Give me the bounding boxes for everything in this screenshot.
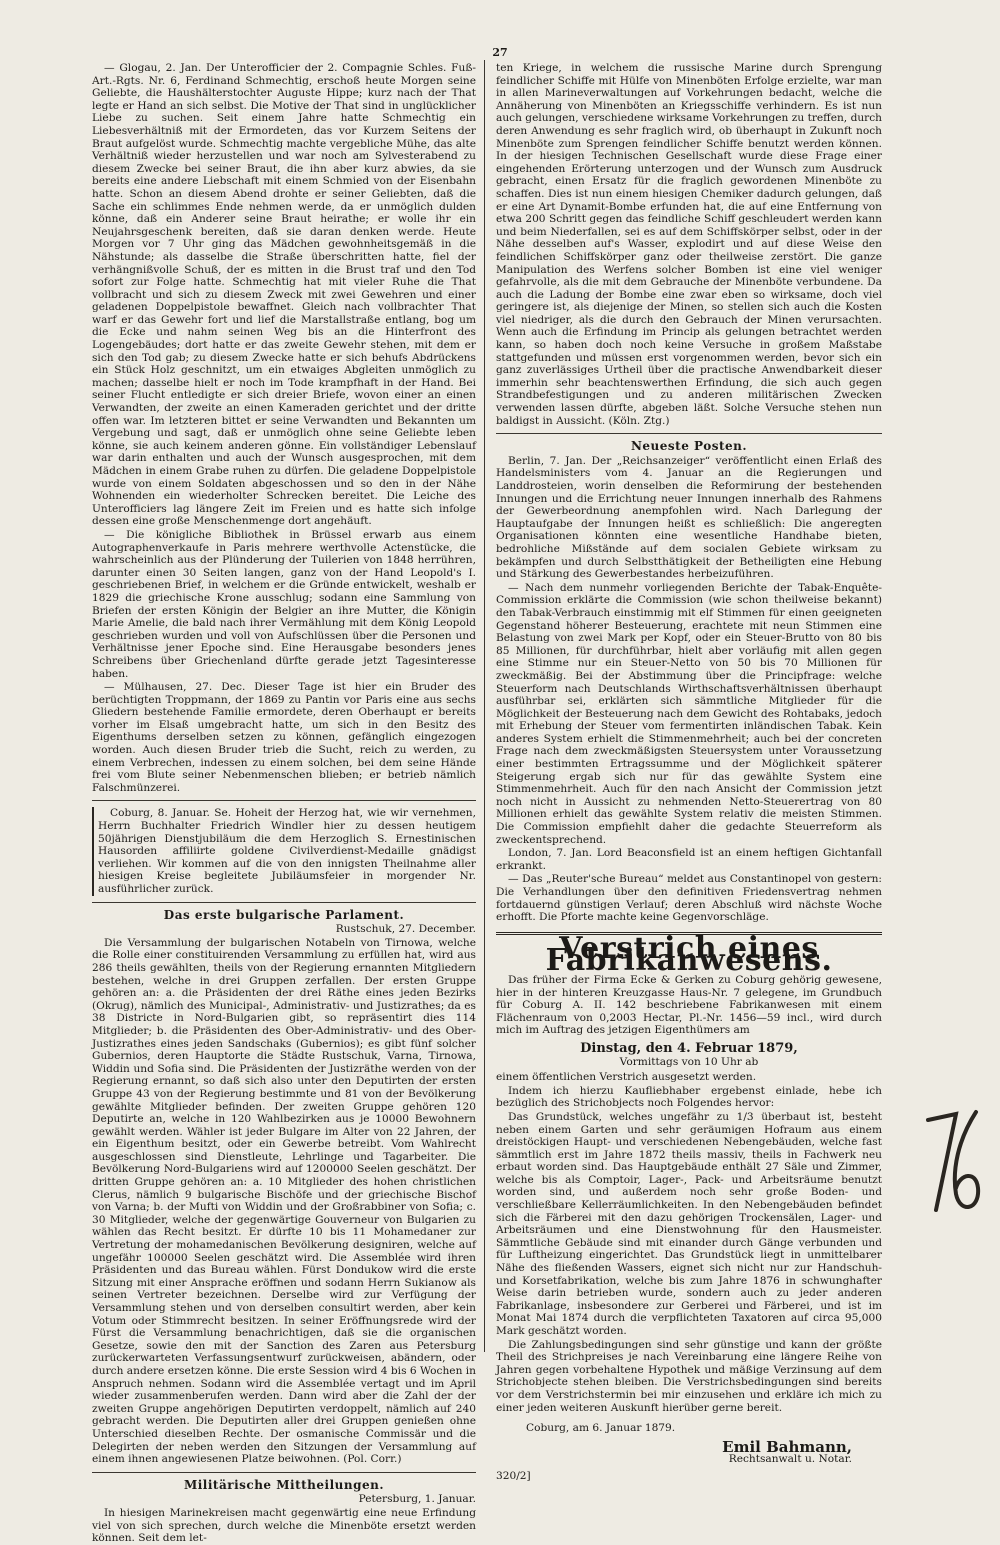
- article-militaer: In hiesigen Marinekreisen macht gegenwärtig eine neue Erfindung viel von sich sprechen, durch welche die Minenböte ersetzt werden können. Seit dem let-: [92, 1506, 476, 1545]
- article-muelhausen: — Mülhausen, 27. Dec. Dieser Tage ist hier ein Bruder des berüchtigten Troppmann, der 1869 zu Pantin vor Paris eine aus sechs Gliedern bestehende Familie ermordete, deren Oberhaupt er bereits vorher im Elsaß umgebracht hatte, um sich in den Besitz des Eigenthums derselben setzen zu können, gefänglich eingezogen worden. Auch diesen Bruder trieb die Sucht, reich zu werden, zu einem Verbrechen, indessen zu einem solchen, bei dem seine Hände frei vom Blute seiner Nebenmenschen blieben; er betrieb nämlich Falschmünzerei.: [92, 681, 476, 794]
- article-parlament: Die Versammlung der bulgarischen Notabeln von Tirnowa, welche die Rolle einer constituirenden Versammlung zu erfüllen hat, wird aus 286 theils gewählten, theils von der Regierung ernannten Mitgliedern bestehen, welche in drei Gruppen zerfallen. Der ersten Gruppe gehören an: a. die Präsidenten der drei Räthe eines jeden Bezirks (Okrug), nämlich des Municipal-, Administrativ- und Justizrathes; da es 38 Districte in Nord-Bulgarien gibt, so repräsentirt dies 114 Mitglieder; b. die Präsidenten des Ober-Administrativ- und des Ober-Justizrathes eines jeden Sandschaks (Gubernios); es gibt fünf solcher Gubernios, deren Hauptorte die Städte Rustschuk, Varna, Tirnowa, Widdin und Sofia sind. Die Präsidenten der Justizräthe werden von der Regierung ernannt, so daß sich also unter den Deputirten der ersten Gruppe 43 von der Regierung bestimmte und 81 von der Bevölkerung gewählte Mitglieder befinden. Der zweiten Gruppe gehören 120 Deputirte an, welche in 120 Wahlbezirken aus je 10000 Bewohnern gewählt werden. Wähler ist jeder Bulgare im Alter von 22 Jahren, der ein Eigenthum besitzt, oder ein Gewerbe betreibt. Vom Wahlrecht ausgeschlossen sind Dienstleute, Lehrlinge und Tagarbeiter. Die Bevölkerung Nord-Bulgariens wird auf 1200000 Seelen geschätzt. Der dritten Gruppe gehören an: a. 10 Mitglieder des hohen christlichen Clerus, nämlich 9 bulgarische Bischöfe und der griechische Bischof von Varna; b. der Mufti von Widdin und der Großrabbiner von Sofia; c. 30 Mitglieder, welche der gegenwärtige Gouverneur von Bulgarien zu wählen das Recht besitzt. Er dürfte 10 bis 11 Mohamedaner zur Vertretung der mohamedanischen Bevölkerung designiren, welche auf ungefähr 100000 Seelen geschätzt wird. Die Assemblée wird ihren Präsidenten und das Bureau wählen. Fürst Dondukow wird die erste Sitzung mit einer Ansprache eröffnen und sodann Herrn Sukianow als seinen Vertreter bezeichnen. Derselbe wird zur Verfügung der Versammlung stehen und von derselben consultirt werden, aber kein Votum oder Stimmrecht besitzen. In seiner Eröffnungsrede wird der Fürst die Versammlung benachrichtigen, daß sie die organischen Gesetze, sowie den mit der Sanction des Zaren aus Petersburg zurückerwarteten Verfassungsentwurf zurückweisen, abändern, oder durch andere ersetzen könne. Die erste Session wird 4 bis 6 Wochen in Anspruch nehmen. Sodann wird die Assemblée vertagt und im April wieder zusammenberufen werden. Dann wird aber die Zahl der der zweiten Gruppe angehörigen Deputirten verdoppelt, nämlich auf 240 gebracht werden. Die Deputirten aller drei Gruppen genießen ohne Unterschied dieselben Rechte. Der osmanische Commissär und die Delegirten der neben werden den Sitzungen der Versammlung auf einem ihnen angewiesenen Platze beiwohnen. (Pol. Corr.): [92, 936, 476, 1466]
- section-heading-neueste: Neueste Posten.: [630, 439, 748, 454]
- article-london: London, 7. Jan. Lord Beaconsfield ist an einem heftigen Gichtanfall erkrankt.: [496, 847, 882, 872]
- advert-signer-title: Rechtsanwalt u. Notar.: [728, 1453, 852, 1466]
- page-number: 27: [492, 46, 508, 59]
- dateline-parlament: Rustschuk, 27. December.: [335, 923, 476, 936]
- advertisement: [496, 930, 882, 1483]
- advert-title: Verstrich eines Fabrikanwesens.: [545, 930, 833, 979]
- divider: [92, 902, 476, 903]
- right-column: [496, 62, 882, 1482]
- advert-date: Dinstag, den 4. Februar 1879,: [580, 1040, 798, 1056]
- advert-intro: Das früher der Firma Ecke & Gerken zu Coburg gehörig gewesene, hier in der hinteren Kreuzgasse Haus-Nr. 7 gelegene, im Grundbuch für Coburg A. II. 142 beschriebene Fabrikanwesen mit einem Flächenraum von 0,2003 Hectar, Pl.-Nr. 1456—59 incl., wird durch mich im Auftrag des jetzigen Eigenthümers am: [496, 973, 882, 1037]
- advert-payment: Die Zahlungsbedingungen sind sehr günstige und kann der größte Theil des Strichpreises je nach Vereinbarung eine längere Reihe von Jahren gegen vorbehaltene Hypothek und mäßige Verzinsung auf dem Strichobjecte stehen bleiben. Die Verstrichsbedingungen sind bereits vor dem Verstrichstermin bei mir einzusehen und erkläre ich mich zu einer jeden weiteren Auskunft hierüber gerne bereit.: [496, 1338, 882, 1414]
- advert-signer: Emil Bahmann,: [722, 1437, 852, 1456]
- section-heading-parlament: Das erste bulgarische Parlament.: [163, 907, 405, 922]
- article-militaer-continued: ten Kriege, in welchem die russische Marine durch Sprengung feindlicher Schiffe mit Hülfe von Minenböten Erfolge erzielte, war man in allen Marineverwaltungen auf Vorkehrungen bedacht, welche die Annäherung von Minenböten an Kriegsschiffe verhindern. Es ist nun auch gelungen, verschiedene wirksame Vorkehrungen zu treffen, durch deren Anwendung es sehr fraglich wird, ob überhaupt in Zukunft noch Minenböte zum Sprengen feindlicher Schiffe benutzt werden können. In der hiesigen Technischen Gesellschaft wurde diese Frage einer eingehenden Erörterung unterzogen und der Wunsch zum Ausdruck gebracht, einen Ersatz für die fraglich gewordenen Minenböte zu schaffen. Dies ist nun einem hiesigen Chemiker dadurch gelungen, daß er eine Art Dynamit-Bombe erfunden hat, die auf eine Entfernung von etwa 200 Schritt gegen das feindliche Schiff geschleudert werden kann und beim Niederfallen, sei es auf dem Schiffskörper selbst, oder in der Nähe desselben auf's Wasser, explodirt und auf diese Weise den feindlichen Schiffskörper ganz oder theilweise zerstört. Die ganze Manipulation des Werfens solcher Bomben ist eine viel weniger gefahrvolle, als die mit dem Gebrauche der Minenböte verbundene. Da auch die Ladung der Bombe eine zwar eben so wirksame, doch viel geringere ist, als diejenige der Minen, so stellen sich auch die Kosten viel niedriger, als die durch den Gebrauch der Minen verursachten. Wenn auch die Erfindung im Princip als gelungen betrachtet werden kann, so haben doch noch keine Versuche in großem Maßstabe stattgefunden und müssen erst vorgenommen werden, bevor sich ein ganz zuverlässiges Urtheil über die practische Anwendbarkeit dieser immerhin sehr beachtenswerthen Erfindung, die sich auch gegen Strandbefestigungen und zu anderen militärischen Zwecken verwenden lassen dürfte, abgeben läßt. Solche Versuche stehen nun baldigst in Aussicht. (Köln. Ztg.): [496, 62, 882, 427]
- section-heading-militaer: Militärische Mittheilungen.: [183, 1477, 385, 1492]
- article-reuter: — Das „Reuter'sche Bureau“ meldet aus Constantinopel von gestern: Die Verhandlungen über den definitiven Friedensvertrag nehmen fortdauernd günstigen Verlauf; deren Abschluß wird nächste Woche erhofft. Die Pforte machte keine Gegenvorschläge.: [496, 873, 882, 924]
- handwritten-margin-note: [918, 1090, 988, 1230]
- article-tabak: — Nach dem nunmehr vorliegenden Berichte der Tabak-Enquête-Commission erklärte die Commission (wie schon theilweise bekannt) den Tabak-Verbrauch einstimmig mit elf Stimmen für einen geeigneten Gegenstand höherer Besteuerung, erachtete mit neun Stimmen eine Belastung von zwei Mark per Kopf, oder ein Steuer-Brutto von 80 bis 85 Millionen, für durchführbar, hielt aber vorläufig mit allen gegen eine Stimme nur ein Steuer-Netto von 50 bis 70 Millionen für zweckmäßig. Bei der Abstimmung über die Principfrage: welche Steuerform nach Deutschlands Wirthschaftsverhältnissen überhaupt ausführbar sei, erklärten sich sämmtliche Mitglieder für die Möglichkeit der Besteuerung nach dem Gewicht des Rohtabaks, jedoch mit Erhebung der Steuer vom fermentirten inländischen Tabak. Kein anderes System erhielt die Stimmenmehrheit; auch bei der concreten Frage nach dem zweckmäßigsten Steuersystem unter Voraussetzung einer bestimmten Ertragssumme und der Möglichkeit späterer Steigerung ergab sich nur für das gewählte System eine Stimmenmehrheit. Auch für den nach Ansicht der Commission jetzt noch nicht in Aussicht zu nehmenden Netto-Steuerertrag von 80 Millionen erhielt das gewählte System relativ die meisten Stimmen. Die Commission empfiehlt daher die gedachte Steuerreform als zweckentsprechend.: [496, 581, 882, 846]
- divider: [496, 433, 882, 434]
- divider: [92, 800, 476, 801]
- article-glogau: — Glogau, 2. Jan. Der Unterofficier der 2. Compagnie Schles. Fuß-Art.-Rgts. Nr. 6, Ferdinand Schmechtig, erschoß heute Morgen seine Geliebte, die Haushälterstochter Auguste Hippe; kurz nach der That legte er Hand an sich selbst. Die Motive der That sind in unglücklicher Liebe zu suchen. Seit einem Jahre hatte Schmechtig ein Liebesverhältniß mit der Ermordeten, das vor Kurzem Seitens der Braut aufgelöst wurde. Schmechtig machte vergebliche Mühe, das alte Verhältniß wieder herzustellen und war noch am Sylvesterabend zu diesem Zwecke bei seiner Braut, die ihn aber kurz abwies, da sie bereits eine andere Liebschaft mit einem Schmied von der Eisenbahn hatte. Schon an diesem Abend drohte er seiner Geliebten, daß die Sache ein schlimmes Ende nehmen werde, da er unmöglich dulden könne, daß ein Anderer seine Braut heirathe; er wolle ihr ein Neujahrsgeschenk bereiten, daß sie daran denken werde. Heute Morgen vor 7 Uhr ging das Mädchen gewohnheitsgemäß in die Nähstunde; als dasselbe die Straße überschritten hatte, fiel der verhängnißvolle Schuß, der es mitten in die Brust traf und den Tod sofort zur Folge hatte. Schmechtig hat mit vieler Ruhe die That vollbracht und sich zu diesem Zweck mit zwei Gewehren und einer geladenen Doppelpistole bewaffnet. Gleich nach vollbrachter That warf er das Gewehr fort und lief die Marstallstraße entlang, bog um die Ecke und nahm seinen Weg bis an die Hinterfront des Logengebäudes; dort hatte er das zweite Gewehr stehen, mit dem er sich den Tod gab; zu diesem Zwecke hatte er sich behufs Abdrückens ein Stück Holz geschnitzt, um ein etwaiges Abgleiten unmöglich zu machen; dasselbe hielt er noch im Tode krampfhaft in der Hand. Bei seiner Flucht entledigte er sich dreier Briefe, wovon einer an einen Verwandten, der zweite an einen Kameraden gerichtet und der dritte offen war. Im letzteren bittet er seine Verwandten und Bekannten um Vergebung und sagt, daß er unmöglich ohne seine Geliebte leben könne, sie auch keinem anderen gönne. Ein vollständiger Lebenslauf war darin enthalten und auch der Wunsch ausgesprochen, mit dem Mädchen in einem Grabe ruhen zu dürfen. Die geladene Doppelpistole wurde von einem Soldaten abgeschossen und so den in der Nähe Wohnenden ein wiederholter Schrecken bereitet. Die Leiche des Unterofficiers lag längere Zeit im Freien und es hatte sich infolge dessen eine große Menschenmenge dort angehäuft.: [92, 62, 476, 528]
- left-column: [92, 62, 476, 1545]
- advert-invite: Indem ich hierzu Kaufliebhaber ergebenst einlade, hebe ich bezüglich des Strichobjects noch Folgendes hervor:: [496, 1084, 882, 1110]
- article-berlin: Berlin, 7. Jan. Der „Reichsanzeiger“ veröffentlicht einen Erlaß des Handelsministers vom 4. Januar an die Regierungen und Landdrosteien, worin denselben die Reformirung der bestehenden Innungen und die Errichtung neuer Innungen innerhalb des Rahmens der Gewerbeordnung anempfohlen wird. Nach Darlegung der Hauptaufgabe der Innungen heißt es schließlich: Die angeregten Organisationen könnten eine wesentliche Handhabe bieten, bedrohliche Mißstände auf dem socialen Gebiete wirksam zu bekämpfen und durch Selbstthätigkeit der Betheiligten eine Hebung und Stärkung des Gewerbestandes herbeizuführen.: [496, 454, 882, 581]
- column-divider: [484, 60, 485, 1352]
- article-coburg: Coburg, 8. Januar. Se. Hoheit der Herzog hat, wie wir vernehmen, Herrn Buchhalter Friedrich Windler hier zu dessen heutigem 50jährigen Dienstjubiläum die dem Herzoglich S. Ernestinischen Hausorden affiliirte goldene Civilverdienst-Medaille gnädigst verliehen. Wir kommen auf die von den innigsten Theilnahme aller hiesigen Kreise begleitete Jubiläumsfeier in morgender Nr. ausführlicher zurück.: [92, 807, 476, 895]
- dateline-militaer: Petersburg, 1. Januar.: [358, 1493, 476, 1506]
- divider: [92, 1472, 476, 1473]
- advert-reference: 320/2]: [496, 1469, 531, 1482]
- advert-place-date: Coburg, am 6. Januar 1879.: [526, 1422, 676, 1435]
- advert-time: Vormittags von 10 Uhr ab: [619, 1055, 759, 1068]
- advert-description: Das Grundstück, welches ungefähr zu 1/3 überbaut ist, besteht neben einem Garten und sehr geräumigen Hofraum aus einem dreistöckigen Haupt- und verschiedenen Nebengebäuden, welche fast sämmtlich erst im Jahre 1872 theils massiv, theils in Fachwerk neu erbaut worden sind. Das Hauptgebäude enthält 27 Säle und Zimmer, welche bis als Comptoir, Lager-, Pack- und Arbeitsräume benutzt worden sind, und außerdem noch sehr große Boden- und verschließbare Kellerräumlichkeiten. In den Nebengebäuden befindet sich die Färberei mit den dazu gehörigen Trockensälen, Lager- und Arbeitsräumen und eine Dienstwohnung für den Hausmeister. Sämmtliche Gebäude sind mit einander durch Gänge verbunden und für Luftheizung eingerichtet. Das Grundstück liegt in unmittelbarer Nähe des fließenden Wassers, eignet sich nicht nur zur Handschuh- und Korsetfabrikation, welche bis zum Jahre 1876 in schwunghafter Weise darin betrieben wurde, sondern auch zu jeder anderen Fabrikanlage, insbesondere zur Gerberei und Färberei, und ist im Monat Mai 1874 durch die verpflichteten Taxatoren auf circa 95,000 Mark geschätzt worden.: [496, 1110, 882, 1337]
- advert-public: einem öffentlichen Verstrich ausgesetzt werden.: [496, 1071, 757, 1084]
- article-bruessel: — Die königliche Bibliothek in Brüssel erwarb aus einem Autographenverkaufe in Paris mehrere werthvolle Actenstücke, die wahrscheinlich aus der Plünderung der Tuilerien von 1848 herrühren, darunter einen 30 Seiten langen, ganz von der Hand Leopold's I. geschriebenen Brief, in welchem er die Gründe entwickelt, weshalb er 1829 die griechische Krone ausschlug; sodann eine Sammlung von Briefen der ersten Königin der Belgier an ihre Mutter, die Königin Marie Amelie, die bald nach ihrer Vermählung mit dem König Leopold geschrieben wurden und voll von Aufschlüssen über die Personen und Verhältnisse jener Epoche sind. Eine Herausgabe besonders jenes Schreibens über Griechenland dürfte gerade jetzt Tagesinteresse haben.: [92, 528, 476, 680]
